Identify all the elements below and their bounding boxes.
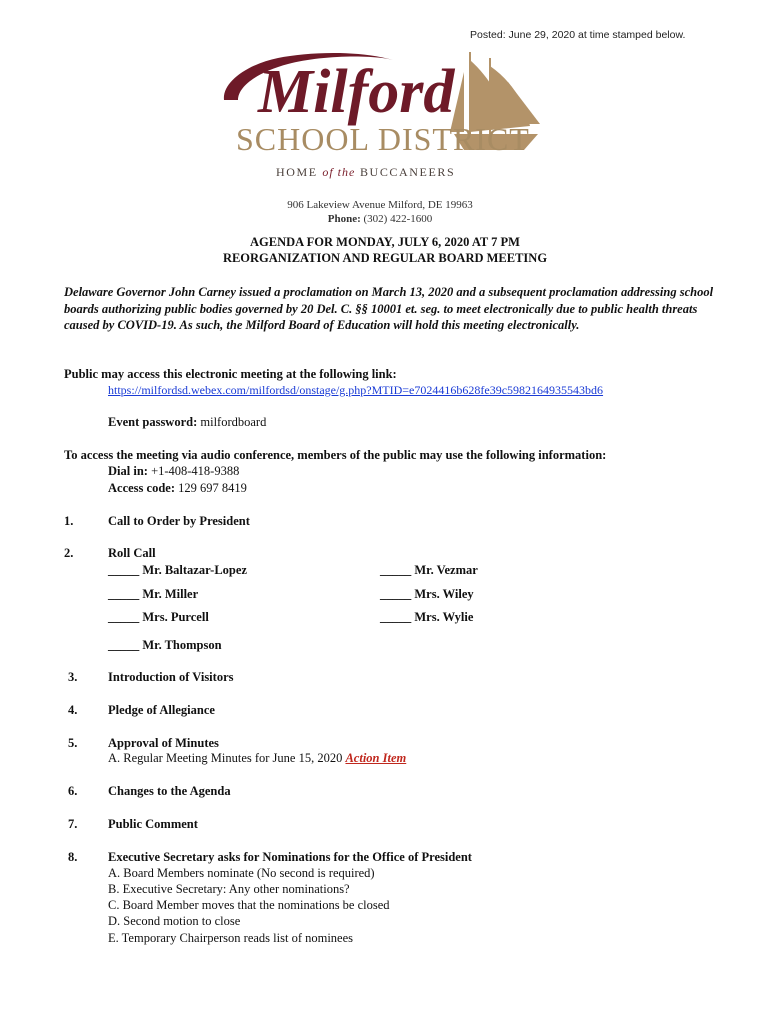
item-number: 7.	[68, 817, 78, 831]
action-item-label: Action Item	[345, 751, 407, 765]
logo-tagline: HOME of the BUCCANEERS	[276, 165, 456, 179]
nomination-step: B. Executive Secretary: Any other nominations?	[108, 882, 350, 896]
address: 906 Lakeview Avenue Milford, DE 19963	[287, 199, 473, 211]
item-number: 5.	[68, 736, 78, 750]
logo-wordmark: Milford	[258, 58, 455, 126]
access-intro: Public may access this electronic meeting at the following link:	[64, 367, 397, 381]
item-number: 3.	[68, 670, 78, 684]
nomination-step: C. Board Member moves that the nominations be closed	[108, 898, 390, 912]
roll-entry: _____ Mrs. Purcell	[108, 610, 209, 624]
item-number: 2.	[64, 546, 74, 560]
item-number: 1.	[64, 514, 74, 528]
roll-entry: _____ Mr. Baltazar-Lopez	[108, 563, 247, 577]
item-call-to-order: Call to Order by President	[108, 514, 250, 528]
audio-intro: To access the meeting via audio conference, members of the public may use the following information:	[64, 448, 607, 462]
roll-entry: _____ Mr. Miller	[108, 587, 199, 601]
event-password: Event password: milfordboard	[108, 415, 267, 429]
roll-entry: _____ Mrs. Wiley	[380, 587, 474, 601]
item-number: 8.	[68, 850, 78, 864]
item-number: 4.	[68, 703, 78, 717]
phone-line: Phone: (302) 422-1600	[327, 213, 433, 225]
item-changes-agenda: Changes to the Agenda	[108, 784, 231, 798]
item-nominations: Executive Secretary asks for Nominations for the Office of President	[108, 850, 472, 864]
meeting-link[interactable]: https://milfordsd.webex.com/milfordsd/onstage/g.php?MTID=e7024416b628fe39c5982164935543bd6	[108, 383, 604, 397]
agenda-title: AGENDA FOR MONDAY, JULY 6, 2020 AT 7 PM	[250, 235, 520, 249]
nomination-step: A. Board Members nominate (No second is required)	[108, 866, 375, 880]
item-approval-minutes: Approval of Minutes	[108, 736, 219, 750]
roll-entry: _____ Mr. Vezmar	[380, 563, 478, 577]
logo-district: SCHOOL DISTRICT	[236, 121, 530, 157]
roll-entry: _____ Mr. Thompson	[108, 638, 222, 652]
access-code: Access code: 129 697 8419	[108, 481, 247, 495]
nomination-step: E. Temporary Chairperson reads list of nominees	[108, 931, 354, 945]
item-roll-call: Roll Call	[108, 546, 156, 560]
proclamation-paragraph: Delaware Governor John Carney issued a proclamation on March 13, 2020 and a subsequent proclamation addressing school boards authorizing public bodies governed by 20 Del. C. §§ 10001 et. seg. to meet electronically due to public health threats caused by COVID-19. As such, the Milford Board of Education will hold this meeting electronically.	[64, 285, 714, 332]
item-visitors: Introduction of Visitors	[108, 670, 234, 684]
nomination-step: D. Second motion to close	[108, 914, 241, 928]
item-public-comment: Public Comment	[108, 817, 198, 831]
item-number: 6.	[68, 784, 78, 798]
item-pledge: Pledge of Allegiance	[108, 703, 215, 717]
dial-in: Dial in: +1-408-418-9388	[108, 464, 240, 478]
minutes-sub-a: A. Regular Meeting Minutes for June 15, 2020 Action Item	[108, 751, 407, 765]
agenda-subtitle: REORGANIZATION AND REGULAR BOARD MEETING	[222, 251, 548, 265]
roll-entry: _____ Mrs. Wylie	[380, 610, 474, 624]
posted-notice: Posted: June 29, 2020 at time stamped below.	[470, 29, 686, 41]
